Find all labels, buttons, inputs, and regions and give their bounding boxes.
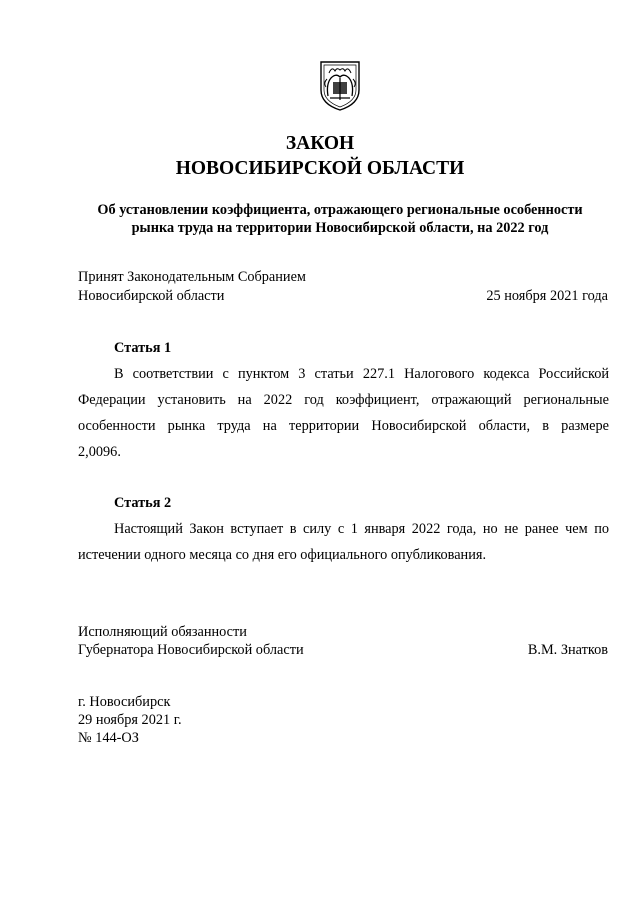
adoption-line-2: Новосибирской области: [78, 288, 225, 304]
coat-of-arms-icon: [318, 60, 362, 112]
law-title: ЗАКОН: [285, 133, 355, 154]
article-2-line: истечении одного месяца со дня его официального опубликования.: [78, 547, 487, 563]
signatory-position-1: Исполняющий обязанности: [78, 624, 247, 640]
signatory-position-2: Губернатора Новосибирской области: [78, 642, 304, 658]
adoption-line-1: Принят Законодательным Собранием: [78, 269, 306, 285]
article-1-heading: Статья 1: [114, 340, 172, 356]
adoption-date: 25 ноября 2021 года: [486, 288, 608, 304]
law-subject-line-2: рынка труда на территории Новосибирской области, на 2022 год: [131, 220, 549, 236]
article-2-line: Настоящий Закон вступает в силу с 1 января 2022 года, но не ранее чем по: [114, 521, 609, 537]
signing-date: 29 ноября 2021 г.: [78, 712, 182, 728]
article-1-line: В соответствии с пунктом 3 статьи 227.1 Налогового кодекса Российской: [114, 366, 609, 382]
article-1-line: 2,0096.: [78, 444, 121, 460]
law-number: № 144-ОЗ: [78, 730, 139, 746]
law-subject-line-1: Об установлении коэффициента, отражающего региональные особенности: [97, 202, 583, 218]
place-of-signing: г. Новосибирск: [78, 694, 171, 710]
article-2-heading: Статья 2: [114, 495, 172, 511]
article-1-line: особенности рынка труда на территории Новосибирской области, в размере: [78, 418, 609, 434]
region-title: НОВОСИБИРСКОЙ ОБЛАСТИ: [175, 158, 465, 179]
article-1-line: Федерации установить на 2022 год коэффициент, отражающий региональные: [78, 392, 609, 408]
signatory-name: В.М. Знатков: [527, 642, 608, 658]
